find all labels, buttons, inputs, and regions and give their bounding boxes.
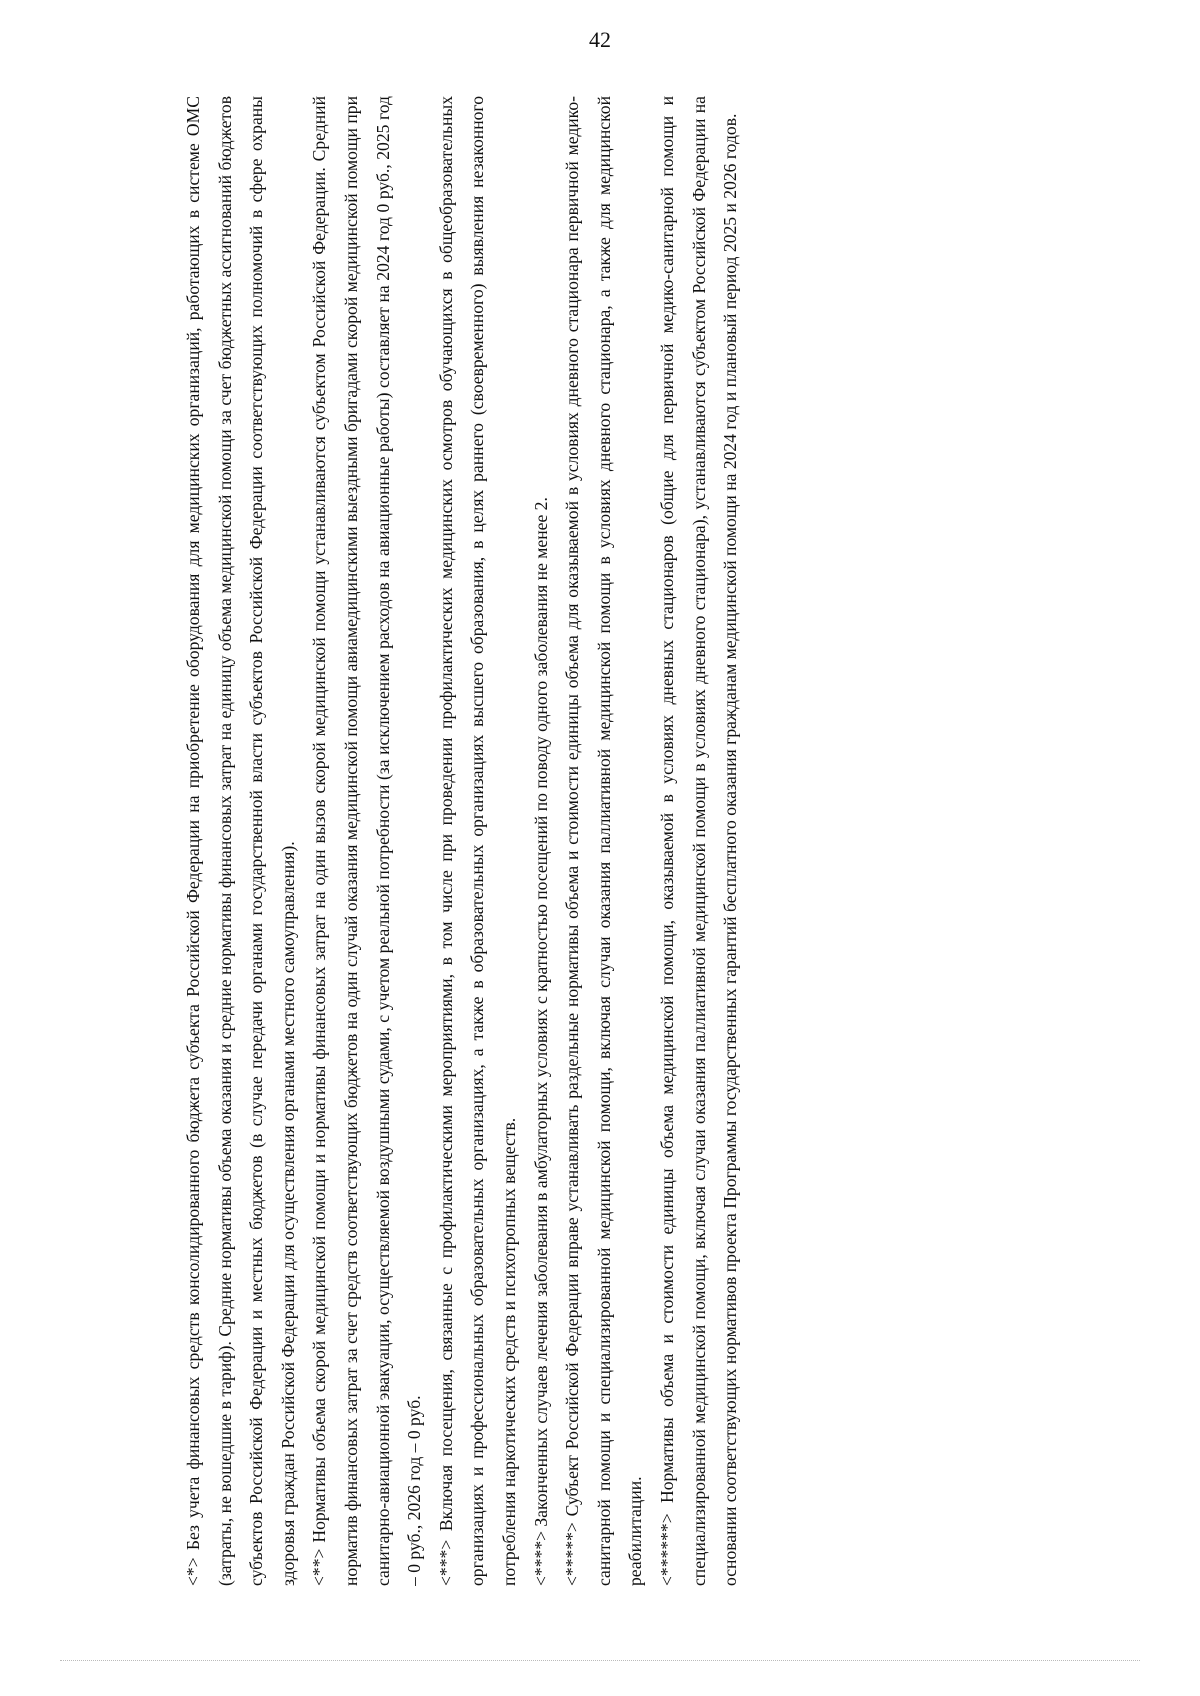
footnotes-region — [178, 96, 1108, 1586]
footnote-6: <******> Нормативы объема и стоимости единицы объема медицинской помощи, оказываемой в условиях дневных стационаров (общие для первичной медико-санитарной помощи и специализированной медицинской помощи, включая случаи оказания паллиативной медицинской помощи в условиях дневного стационара), устанавливаются субъектом Российской Федерации на основании соответствующих нормативов проекта Программы государственных гарантий бесплатного оказания гражданам медицинской помощи на 2024 год и плановый период 2025 и 2026 годов. — [656, 96, 741, 1586]
footnote-5: <*****> Субъект Российской Федерации вправе устанавливать раздельные нормативы объема и стоимости единицы объема для оказываемой в условиях дневного стационара первичной медико-санитарной помощи и специализированной медицинской помощи, включая случаи оказания паллиативной медицинской помощи в условиях дневного стационара, а также для медицинской реабилитации. — [562, 96, 646, 1586]
footnote-2: <**> Нормативы объема скорой медицинской помощи и нормативы финансовых затрат на один вызов скорой медицинской помощи устанавливаются субъектом Российской Федерации. Средний норматив финансовых затрат за счет средств соответствующих бюджетов на один случай оказания медицинской помощи авиамедицинскими выездными бригадами скорой медицинской помощи при санитарно-авиационной эвакуации, осуществляемой воздушными судами, с учетом реальной потребности (за исключением расходов на авиационные работы) составляет на 2024 год 0 руб., 2025 год – 0 руб., 2026 год – 0 руб. — [309, 96, 425, 1586]
page-number: 42 — [589, 27, 611, 52]
footnote-3: <***> Включая посещения, связанные с профилактическими мероприятиями, в том числе при проведении профилактических медицинских осмотров обучающихся в общеобразовательных организациях и профессиональных образовательных организациях, а также в образовательных организациях высшего образования, в целях раннего (своевременного) выявления незаконного потребления наркотических средств и психотропных веществ. — [435, 96, 519, 1586]
scan-edge-dots — [60, 1660, 1140, 1663]
footnote-4: <****> Законченных случаев лечения заболевания в амбулаторных условиях с кратностью посещений по поводу одного заболевания не менее 2. — [530, 497, 551, 1586]
footnote-1: <*> Без учета финансовых средств консолидированного бюджета субъекта Российской Федерации на приобретение оборудования для медицинских организаций, работающих в системе ОМС (затраты, не вошедшие в тариф). Средние нормативы объема оказания и средние нормативы финансовых затрат на единицу объема медицинской помощи за счет бюджетных ассигнований бюджетов субъектов Российской Федерации и местных бюджетов (в случае передачи органами государственной власти субъектов Российской Федерации соответствующих полномочий в сфере охраны здоровья граждан Российской Федерации для осуществления органами местного самоуправления). — [183, 96, 298, 1586]
footnotes-rotated-block — [178, 96, 1108, 1586]
